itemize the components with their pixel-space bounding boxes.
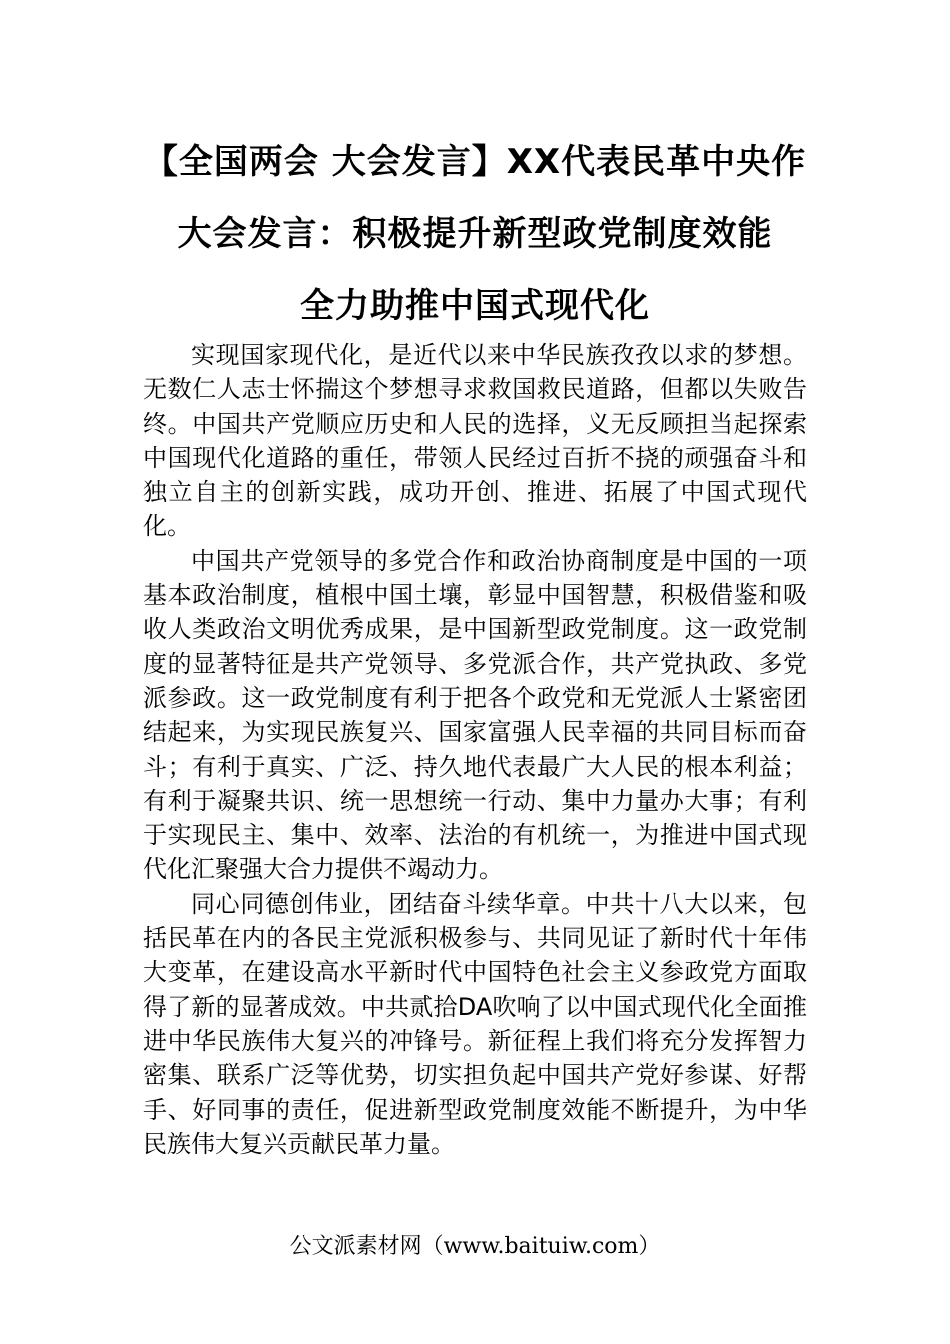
footer-source: 公文派素材网（www.baituiw.com） bbox=[289, 1234, 661, 1259]
document-body bbox=[143, 338, 807, 1161]
title-line-3: 全力助推中国式现代化 bbox=[300, 286, 650, 326]
title-line-2: 大会发言：积极提升新型政党制度效能 bbox=[177, 214, 773, 254]
paragraph-2: 中国共产党领导的多党合作和政治协商制度是中国的一项基本政治制度，植根中国土壤，彰显中国智慧，积极借鉴和吸收人类政治文明优秀成果，是中国新型政党制度。这一政党制度的显著特征是共产党领导、多党派合作，共产党执政、多党派参政。这一政党制度有利于把各个政党和无党派人士紧密团结起来，为实现民族复兴、国家富强人民幸福的共同目标而奋斗；有利于真实、广泛、持久地代表最广大人民的根本利益；有利于凝聚共识、统一思想统一行动、集中力量办大事；有利于实现民主、集中、效率、法治的有机统一，为推进中国式现代化汇聚强大合力提供不竭动力。 bbox=[143, 546, 807, 884]
paragraph-3: 同心同德创伟业，团结奋斗续华章。中共十八大以来，包括民革在内的各民主党派积极参与、共同见证了新时代十年伟大变革，在建设高水平新时代中国特色社会主义参政党方面取得了新的显著成效。中共贰拾DA吹响了以中国式现代化全面推进中华民族伟大复兴的冲锋号。新征程上我们将充分发挥智力密集、联系广泛等优势，切实担负起中国共产党好参谋、好帮手、好同事的责任，促进新型政党制度效能不断提升，为中华民族伟大复兴贡献民革力量。 bbox=[143, 889, 807, 1158]
title-line-1: 【全国两会 大会发言】XX代表民革中央作 bbox=[143, 142, 807, 182]
paragraph-1: 实现国家现代化，是近代以来中华民族孜孜以求的梦想。无数仁人志士怀揣这个梦想寻求救国救民道路，但都以失败告终。中国共产党顺应历史和人民的选择，义无反顾担当起探索中国现代化道路的重任，带领人民经过百折不挠的顽强奋斗和独立自主的创新实践，成功开创、推进、拓展了中国式现代化。 bbox=[143, 341, 807, 541]
